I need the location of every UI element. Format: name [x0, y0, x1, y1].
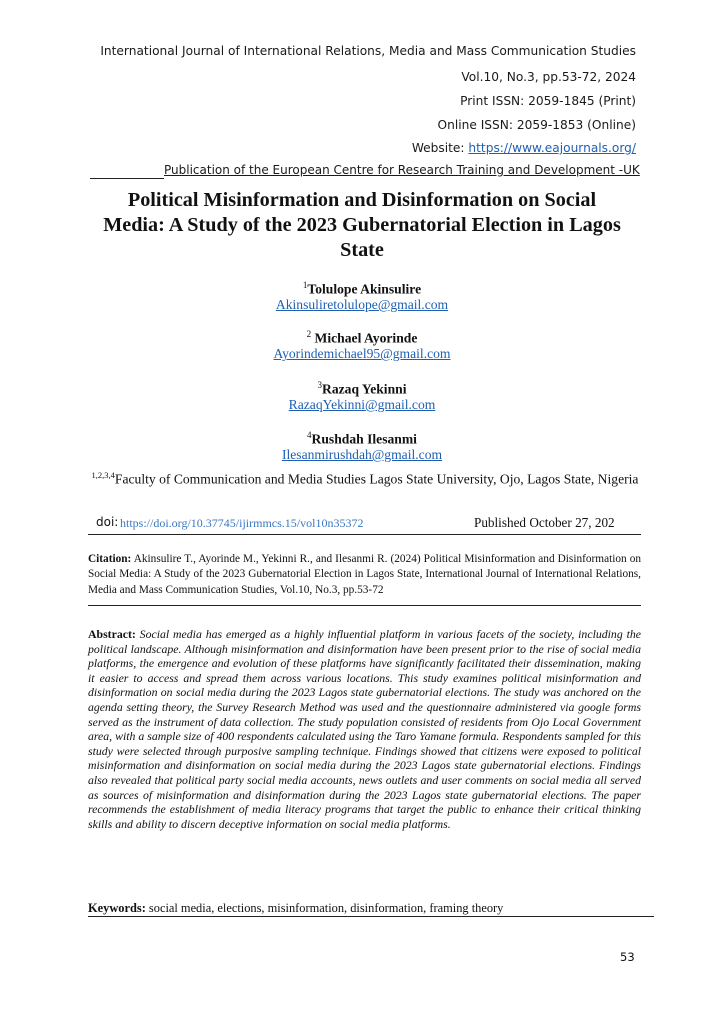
citation-text: Akinsulire T., Ayorinde M., Yekinni R., and Ilesanmi R. (2024) Political Misinformation and Disinformation on Social Media: A Study of the 2023 Gubernatorial Election in Lagos State, International Journal of International Relations, Media and Mass Communication Studies, Vol.10, No.3, pp.53-72: [88, 553, 641, 596]
abstract-text: Social media has emerged as a highly influential platform in various facets of the society, including the political landscape. Although misinformation and disinformation have been present prior to the rise of social media platforms, the emergence and evolution of these platforms have significantly facilitated their dissemination, making it easier to access and spread them across various locations. This study examines political misinformation and disinformation on social media during the 2023 Lagos state gubernatorial elections. The study was anchored on the agenda setting theory, the Survey Research Method was used and the questionnaire administered via google forms served as the instrument of data collection. The study population consisted of residents from Ojo Local Government area, with a sample size of 400 respondents calculated using the Taro Yamane formula. Respondents sampled for this study were selected through purposive sampling technique. Findings showed that citizens were exposed to political misinformation and disinformation on social media during the 2023 Lagos state gubernatorial elections. Findings also revealed that political party social media accounts, news outlets and user comments on social media all served as sources of misinformation and disinformation during the 2023 Lagos state gubernatorial elections. The paper recommends the establishment of media literacy programs that target the public to enhance their critical thinking skills and ability to discern deceptive information on social media platforms.: [88, 627, 641, 831]
print-issn: Print ISSN: 2059-1845 (Print): [460, 94, 636, 108]
online-issn: Online ISSN: 2059-1853 (Online): [437, 118, 636, 132]
published-date: Published October 27, 202: [474, 515, 615, 530]
volume-info: Vol.10, No.3, pp.53-72, 2024: [461, 70, 636, 84]
author-2-sup: 2: [306, 329, 312, 339]
author-3-sup: 3: [317, 380, 322, 390]
website-label: Website:: [411, 141, 469, 155]
website-link[interactable]: https://www.eajournals.org/: [468, 141, 636, 155]
citation: [88, 552, 641, 598]
author-3: [60, 380, 664, 398]
citation-rule: [88, 605, 641, 606]
keywords: [88, 901, 648, 916]
journal-name: International Journal of International Relations, Media and Mass Communication Studies: [100, 44, 636, 58]
keywords-text: social media, elections, misinformation, disinformation, framing theory: [145, 901, 504, 915]
author-4: [60, 430, 664, 448]
author-2-name: Michael Ayorinde: [314, 330, 418, 346]
doi-rule: [88, 534, 641, 535]
publisher-line: Publication of the European Centre for Research Training and Development -UK: [164, 163, 640, 177]
affiliation-sup: 1,2,3,4: [91, 470, 115, 480]
author-1-sup: 1: [302, 280, 308, 290]
keywords-rule: [88, 916, 654, 917]
doi-label: doi:: [96, 515, 119, 529]
keywords-label: Keywords:: [88, 901, 146, 915]
author-3-name: Razaq Yekinni: [322, 381, 407, 397]
author-4-name: Rushdah Ilesanmi: [311, 431, 417, 447]
author-1-email[interactable]: Akinsuliretolulope@gmail.com: [275, 297, 449, 312]
affiliation: [80, 466, 650, 489]
abstract: [88, 627, 641, 831]
author-2: [60, 329, 664, 347]
header-rule: [90, 178, 164, 179]
abstract-label: Abstract:: [88, 627, 136, 641]
affiliation-text: Faculty of Communication and Media Studies Lagos State University, Ojo, Lagos State, Nigeria: [114, 471, 639, 487]
author-4-email[interactable]: Ilesanmirushdah@gmail.com: [281, 447, 443, 462]
doi-link[interactable]: https://doi.org/10.37745/ijirmmcs.15/vol10n35372: [120, 516, 364, 530]
author-1-name: Tolulope Akinsulire: [307, 281, 422, 297]
paper-title: Political Misinformation and Disinformation on Social Media: A Study of the 2023 Gubernatorial Election in Lagos State: [103, 189, 621, 261]
author-2-email[interactable]: Ayorindemichael95@gmail.com: [273, 346, 451, 361]
author-4-sup: 4: [307, 430, 312, 440]
website-line: [412, 141, 636, 155]
page-number: 53: [620, 950, 635, 964]
citation-label: Citation:: [88, 553, 132, 565]
author-3-email[interactable]: RazaqYekinni@gmail.com: [288, 397, 436, 412]
author-1: [60, 280, 664, 298]
